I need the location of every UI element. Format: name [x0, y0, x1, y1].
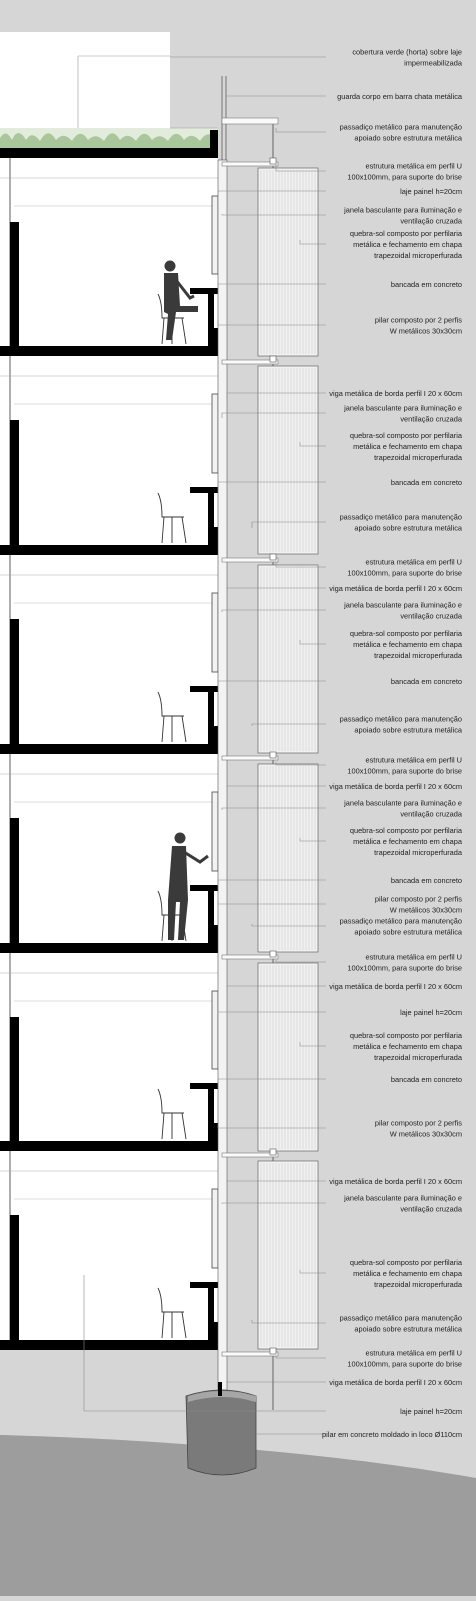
u-profile-bracket [270, 951, 276, 957]
annotation-line: janela basculante para iluminação e [344, 600, 462, 610]
annotation-line: estrutura metálica em perfil U [365, 161, 462, 171]
annotation-line: quebra-sol composto por perfilaria [349, 431, 462, 440]
u-profile-bracket [270, 356, 276, 362]
annotation-line: trapezoidal microperfurada [374, 453, 462, 462]
window-frame [212, 593, 218, 672]
annotation-line: apoiado sobre estrutura metálica [354, 725, 462, 735]
brise-panel [258, 565, 318, 753]
annotation-line: quebra-sol composto por perfilaria [349, 1258, 462, 1267]
annotation-line: guarda corpo em barra chata metálica [337, 92, 462, 101]
annotation-line: passadiço metálico para manutenção [339, 512, 462, 522]
room-interior [0, 158, 218, 346]
annotation-line: 100x100mm, para suporte do brise [347, 172, 462, 182]
floor-5 [0, 953, 218, 1141]
annotation-label [400, 187, 462, 196]
annotation-label [391, 478, 462, 487]
annotation-line: estrutura metálica em perfil U [365, 755, 462, 765]
annotation-line: passadiço metálico para manutenção [339, 916, 462, 926]
edge-beam [210, 527, 218, 555]
edge-beam [210, 1322, 218, 1350]
floor-slab [0, 148, 218, 158]
annotation-line: impermeabilizada [404, 58, 462, 68]
annotation-line: W metálicos 30x30cm [389, 905, 462, 915]
u-profile-bracket [270, 158, 276, 164]
green-roof [0, 128, 218, 148]
rooftop-volume [0, 32, 170, 128]
floor-slab [0, 1340, 218, 1350]
annotation-line: laje painel h=20cm [400, 1407, 462, 1416]
annotation-line: metálica e fechamento em chapa [353, 442, 462, 451]
brise-panel [258, 1161, 318, 1349]
floor-3 [0, 555, 218, 744]
annotation-line: estrutura metálica em perfil U [365, 1348, 462, 1358]
floor-slab [0, 744, 218, 754]
concrete-pile [186, 1382, 256, 1475]
annotation-line: pilar composto por 2 perfis [374, 315, 462, 325]
u-profile-bracket [270, 1149, 276, 1155]
edge-beam [210, 726, 218, 754]
annotation-line: 100x100mm, para suporte do brise [347, 1359, 462, 1369]
annotation-label [329, 584, 462, 593]
annotation-line: laje painel h=20cm [400, 1008, 462, 1017]
brise-panel [258, 168, 318, 356]
annotation-line: quebra-sol composto por perfilaria [349, 629, 462, 638]
annotation-line: passadiço metálico para manutenção [339, 1313, 462, 1323]
floors-group [0, 130, 218, 1350]
top-walkway [222, 118, 278, 124]
annotation-line: bancada em concreto [390, 677, 462, 686]
maintenance-walkway [222, 1352, 278, 1356]
annotation-label [391, 1075, 462, 1084]
floor-slab [0, 346, 218, 356]
annotation-line: janela basculante para iluminação e [344, 403, 462, 413]
annotation-label [337, 92, 463, 101]
annotation-line: ventilação cruzada [400, 611, 462, 621]
annotation-line: estrutura metálica em perfil U [365, 557, 462, 567]
annotation-line: trapezoidal microperfurada [374, 1280, 462, 1289]
annotation-line: ventilação cruzada [400, 414, 462, 424]
u-profile-bracket [270, 554, 276, 560]
annotation-line: estrutura metálica em perfil U [365, 952, 462, 962]
steel-column-line [218, 160, 227, 1390]
annotation-line: 100x100mm, para suporte do brise [347, 568, 462, 578]
annotation-line: 100x100mm, para suporte do brise [347, 963, 462, 973]
annotation-line: trapezoidal microperfurada [374, 848, 462, 857]
annotation-label [329, 1378, 462, 1387]
edge-beam [210, 925, 218, 953]
edge-beam [210, 130, 218, 158]
annotation-line: apoiado sobre estrutura metálica [354, 133, 462, 143]
window-frame [212, 196, 218, 274]
maintenance-walkway [222, 360, 278, 364]
window-frame [212, 792, 218, 871]
annotation-line: trapezoidal microperfurada [374, 651, 462, 660]
window-frame [212, 1189, 218, 1268]
u-profile-bracket [270, 752, 276, 758]
annotation-line: cobertura verde (horta) sobre laje [352, 47, 462, 57]
annotation-label [329, 982, 462, 991]
floor-2 [0, 356, 218, 545]
maintenance-walkway [222, 558, 278, 562]
column [10, 619, 19, 744]
annotation-line: pilar composto por 2 perfis [374, 894, 462, 904]
annotation-label [391, 280, 462, 289]
brise-panel [258, 366, 318, 554]
column [10, 1215, 19, 1340]
annotation-line: metálica e fechamento em chapa [353, 1042, 462, 1051]
window-frame [212, 394, 218, 473]
annotation-line: ventilação cruzada [400, 216, 462, 226]
annotation-label [329, 782, 462, 791]
annotation-line: 100x100mm, para suporte do brise [347, 766, 462, 776]
annotation-line: bancada em concreto [390, 478, 462, 487]
room-interior [0, 953, 218, 1141]
maintenance-walkway [222, 756, 278, 760]
annotation-label [329, 389, 462, 398]
annotation-line: viga metálica de borda perfil I 20 x 60cm [329, 982, 462, 991]
annotation-line: passadiço metálico para manutenção [339, 122, 462, 132]
annotation-line: passadiço metálico para manutenção [339, 714, 462, 724]
annotation-line: apoiado sobre estrutura metálica [354, 927, 462, 937]
column [10, 222, 19, 346]
annotation-line: ventilação cruzada [400, 1204, 462, 1214]
brise-panel [258, 963, 318, 1151]
annotation-line: trapezoidal microperfurada [374, 251, 462, 260]
floor-6 [0, 1151, 218, 1340]
annotation-line: bancada em concreto [390, 876, 462, 885]
annotation-line: janela basculante para iluminação e [344, 205, 462, 215]
annotation-line: viga metálica de borda perfil I 20 x 60cm [329, 1378, 462, 1387]
annotation-line: bancada em concreto [390, 280, 462, 289]
annotation-line: apoiado sobre estrutura metálica [354, 1324, 462, 1334]
annotation-line: quebra-sol composto por perfilaria [349, 1031, 462, 1040]
annotation-line: metálica e fechamento em chapa [353, 1269, 462, 1278]
annotation-line: W metálicos 30x30cm [389, 1129, 462, 1139]
u-profile-bracket [270, 1348, 276, 1354]
floor-1 [0, 158, 218, 346]
annotation-line: apoiado sobre estrutura metálica [354, 523, 462, 533]
annotation-label [400, 1407, 462, 1416]
maintenance-walkway [222, 1153, 278, 1157]
column [10, 420, 19, 545]
annotation-line: metálica e fechamento em chapa [353, 640, 462, 649]
annotation-line: pilar em concreto moldado in loco Ø110cm [322, 1430, 462, 1439]
window-frame [212, 991, 218, 1069]
column [10, 818, 19, 943]
room-interior [0, 356, 218, 545]
annotation-line: quebra-sol composto por perfilaria [349, 229, 462, 238]
annotation-line: viga metálica de borda perfil I 20 x 60cm [329, 782, 462, 791]
floor-slab [0, 1141, 218, 1151]
annotation-line: W metálicos 30x30cm [389, 326, 462, 336]
edge-beam [210, 328, 218, 356]
annotation-line: janela basculante para iluminação e [344, 1193, 462, 1203]
annotation-line: bancada em concreto [390, 1075, 462, 1084]
annotation-line: quebra-sol composto por perfilaria [349, 826, 462, 835]
annotation-line: janela basculante para iluminação e [344, 798, 462, 808]
annotation-label [322, 1430, 462, 1439]
edge-beam [210, 1123, 218, 1151]
annotation-label [400, 1008, 462, 1017]
column [10, 1017, 19, 1141]
annotation-label [329, 1177, 462, 1186]
annotation-label [391, 677, 462, 686]
maintenance-walkway [222, 955, 278, 959]
annotation-line: viga metálica de borda perfil I 20 x 60cm [329, 584, 462, 593]
annotation-line: metálica e fechamento em chapa [353, 240, 462, 249]
annotation-line: pilar composto por 2 perfis [374, 1118, 462, 1128]
room-interior [0, 1151, 218, 1340]
floor-slab [0, 943, 218, 953]
maintenance-walkway [222, 162, 278, 166]
annotation-line: laje painel h=20cm [400, 187, 462, 196]
annotation-line: metálica e fechamento em chapa [353, 837, 462, 846]
floor-slab [0, 545, 218, 555]
annotation-line: trapezoidal microperfurada [374, 1053, 462, 1062]
annotation-line: viga metálica de borda perfil I 20 x 60cm [329, 1177, 462, 1186]
annotation-label [391, 876, 462, 885]
annotation-line: viga metálica de borda perfil I 20 x 60cm [329, 389, 462, 398]
annotation-line: ventilação cruzada [400, 809, 462, 819]
room-interior [0, 555, 218, 744]
brise-panel [258, 764, 318, 952]
